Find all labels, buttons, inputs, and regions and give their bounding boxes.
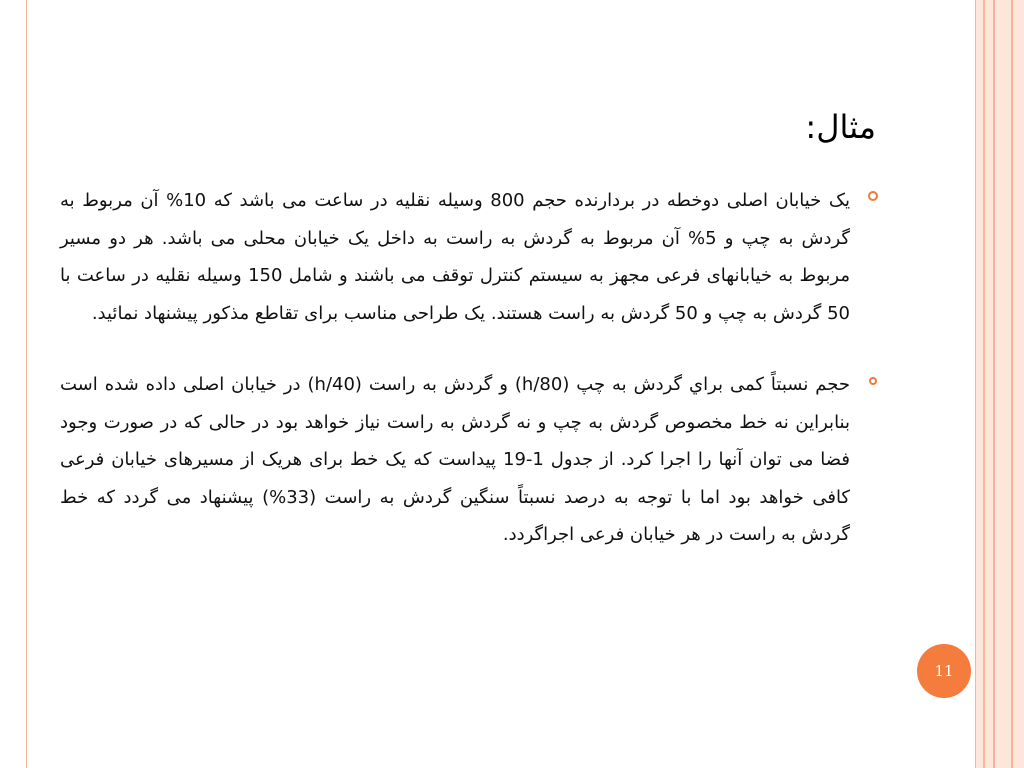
decorative-stripe (976, 0, 983, 768)
page-number-badge: 11 (917, 644, 971, 698)
bullet-text: حجم نسبتاً کمی براي گردش به چپ (80/h) و گردش به راست (40/h) در خیابان اصلی داده شده است بنابراین نه خط مخصوص گردش به چپ و نه گردش به راست نیاز خواهد بود در حالی که در صورت وجود فضا می توان آنها را اجرا کرد. از جدول 1-19 پیداست که یک خط برای هریک از مسیرهای خیابان فرعی کافی خواهد بود اما با توجه به درصد نسبتاً سنگین گردش به راست (33%) پیشنهاد می گردد که خط گردش به راست در هر خیابان فرعی اجراگردد. (60, 374, 850, 545)
decorative-stripe (985, 0, 993, 768)
bullet-circle-icon (869, 377, 877, 385)
bullet-item (60, 366, 850, 554)
decorative-stripe (1013, 0, 1024, 768)
bullet-circle-icon (868, 191, 878, 201)
bullet-text: یک خیابان اصلی دوخطه در بردارنده حجم 800 وسیله نقلیه در ساعت می باشد که 10% آن مربوط به گردش به چپ و 5% آن مربوط به گردش به راست به داخل یک خیابان محلی می باشد. هر دو مسیر مربوط به خیابانهای فرعی مجهز به سیستم کنترل توقف می باشند و شامل 150 وسیله نقلیه در ساعت با 50 گردش به چپ و 50 گردش به راست هستند. یک طراحی مناسب برای تقاطع مذکور پیشنهاد نمائید. (60, 190, 851, 324)
slide-content (60, 182, 850, 588)
slide-title: مثال: (805, 108, 876, 146)
bullet-item (60, 182, 850, 332)
decorative-stripe (995, 0, 1011, 768)
